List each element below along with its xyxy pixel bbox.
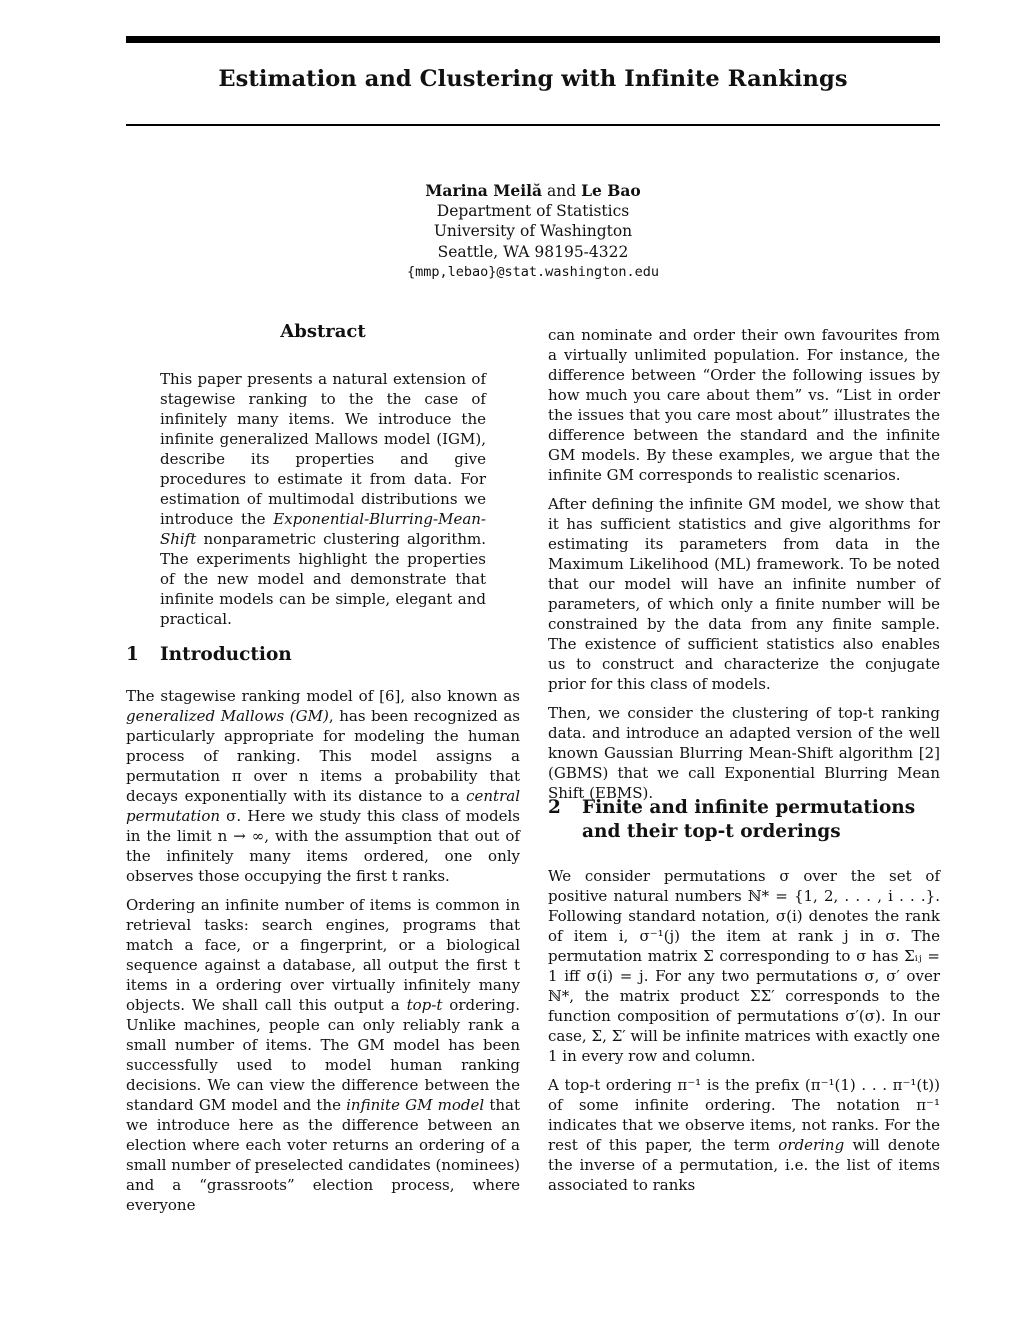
emphasis: infinite GM model bbox=[346, 1096, 485, 1114]
text-run: A top-t ordering π⁻¹ is the prefix (π⁻¹(1) . . . π⁻¹(t)) of some infinite ordering. The notation π⁻¹ indicates that we observe items, not ranks. For the rest of this paper, the term bbox=[548, 1076, 940, 1154]
text-run: that we introduce here as the difference between an election where each voter returns an ordering of a small number of preselected candidates (nominees) and a “grassroots” election process, where everyone bbox=[126, 1096, 520, 1214]
section-number: 1 bbox=[126, 644, 139, 665]
section-title: Finite and infinite permutations bbox=[582, 797, 916, 818]
top-rule bbox=[126, 36, 940, 43]
text-run: σ. Here we study this class of models in the limit n → ∞, with the assumption that out of the infinitely many items ordered, one only observes those occupying the first t ranks. bbox=[126, 807, 520, 885]
left-column-body bbox=[126, 686, 520, 1224]
author-2: Le Bao bbox=[581, 181, 641, 200]
section-2-paragraph-1: We consider permutations σ over the set of positive natural numbers ℕ* = {1, 2, . . . , i . . .}. Following standard notation, σ(i) denotes the rank of item i, σ⁻¹(j) the item at rank j in σ. The permutation matrix Σ corresponding to σ has Σᵢⱼ = 1 iff σ(i) = j. For any two permutations σ, σ′ over ℕ*, the matrix product ΣΣ′ corresponds to the function composition of permutations σ′(σ). In our case, Σ, Σ′ will be infinite matrices with exactly one 1 in every row and column. bbox=[548, 867, 940, 1065]
author-1: Marina Meilă bbox=[425, 181, 543, 200]
right-column-body bbox=[548, 325, 940, 812]
abstract-heading: Abstract bbox=[280, 321, 366, 342]
text-run: Ordering an infinite number of items is common in retrieval tasks: search engines, programs that match a face, or a fingerprint, or a biological sequence against a database, all output the first t items in a ordering over virtually infinitely many objects. We shall call this output a bbox=[126, 896, 520, 1014]
text-run: , has been recognized as particularly appropriate for modeling the human process of ranking. This model assigns a permutation π over n items a probability that decays exponentially with its distance to a bbox=[126, 707, 520, 805]
author-block bbox=[126, 181, 940, 282]
abstract-emphasis: Exponential-Blurring-Mean-Shift bbox=[160, 510, 486, 548]
section-2-paragraph-2 bbox=[548, 1075, 940, 1195]
abstract-body bbox=[160, 369, 486, 629]
author-names bbox=[126, 181, 940, 201]
emphasis: top-t bbox=[406, 996, 443, 1014]
abstract-text: nonparametric clustering algorithm. The experiments highlight the properties of the new model and demonstrate that infinite models can be simple, elegant and practical. bbox=[160, 530, 486, 628]
section-number: 2 bbox=[548, 797, 561, 818]
affiliation-address: Seattle, WA 98195-4322 bbox=[437, 242, 629, 261]
emphasis: ordering bbox=[778, 1136, 845, 1154]
intro-paragraph-2 bbox=[126, 895, 520, 1215]
paper-title: Estimation and Clustering with Infinite Rankings bbox=[218, 66, 848, 92]
section-title-line-2: and their top-t orderings bbox=[582, 821, 841, 842]
abstract-text: This paper presents a natural extension of stagewise ranking to the the case of infinitely many items. We introduce the infinite generalized Mallows model (IGM), describe its properties and give procedures to estimate it from data. For estimation of multimodal distributions we introduce the bbox=[160, 370, 486, 528]
section-2-body bbox=[548, 866, 940, 1204]
affiliation-univ: University of Washington bbox=[433, 222, 633, 241]
section-1-heading bbox=[126, 643, 292, 667]
section-title: Introduction bbox=[160, 644, 292, 665]
intro-paragraph-4: After defining the infinite GM model, we show that it has sufficient statistics and give algorithms for estimating its parameters from data in the Maximum Likelihood (ML) framework. To be noted that our model will have an infinite number of parameters, of which only a finite number will be constrained by the data from any finite sample. The existence of sufficient statistics also enables us to construct and characterize the conjugate prior for this class of models. bbox=[548, 495, 940, 693]
text-run: ordering. Unlike machines, people can only reliably rank a small number of items. The GM model has been successfully used to model human ranking decisions. We can view the difference between the standard GM model and the bbox=[126, 996, 520, 1114]
emphasis: generalized Mallows (GM) bbox=[126, 707, 329, 725]
emphasis: central permutation bbox=[126, 787, 520, 825]
section-2-heading bbox=[548, 796, 940, 844]
intro-paragraph-1 bbox=[126, 686, 520, 886]
author-email: {mmp,lebao}@stat.washington.edu bbox=[407, 263, 659, 280]
intro-paragraph-5: Then, we consider the clustering of top-t ranking data. and introduce an adapted version of the well known Gaussian Blurring Mean-Shift algorithm [2] (GBMS) that we call Exponential Blurring Mean Shift (EBMS). bbox=[548, 704, 940, 802]
text-run: will denote the inverse of a permutation, i.e. the list of items associated to ranks bbox=[548, 1136, 941, 1194]
author-conjunction: and bbox=[547, 182, 577, 200]
intro-paragraph-3: can nominate and order their own favourites from a virtually unlimited population. For instance, the difference between “Order the following issues by how much you care about them” vs. “List in order the issues that you care most about” illustrates the difference between the standard and the infinite GM models. By these examples, we argue that the infinite GM corresponds to realistic scenarios. bbox=[548, 326, 940, 484]
text-run: The stagewise ranking model of [6], also known as bbox=[126, 687, 520, 705]
title-rule bbox=[126, 124, 940, 126]
affiliation-dept: Department of Statistics bbox=[436, 202, 630, 221]
